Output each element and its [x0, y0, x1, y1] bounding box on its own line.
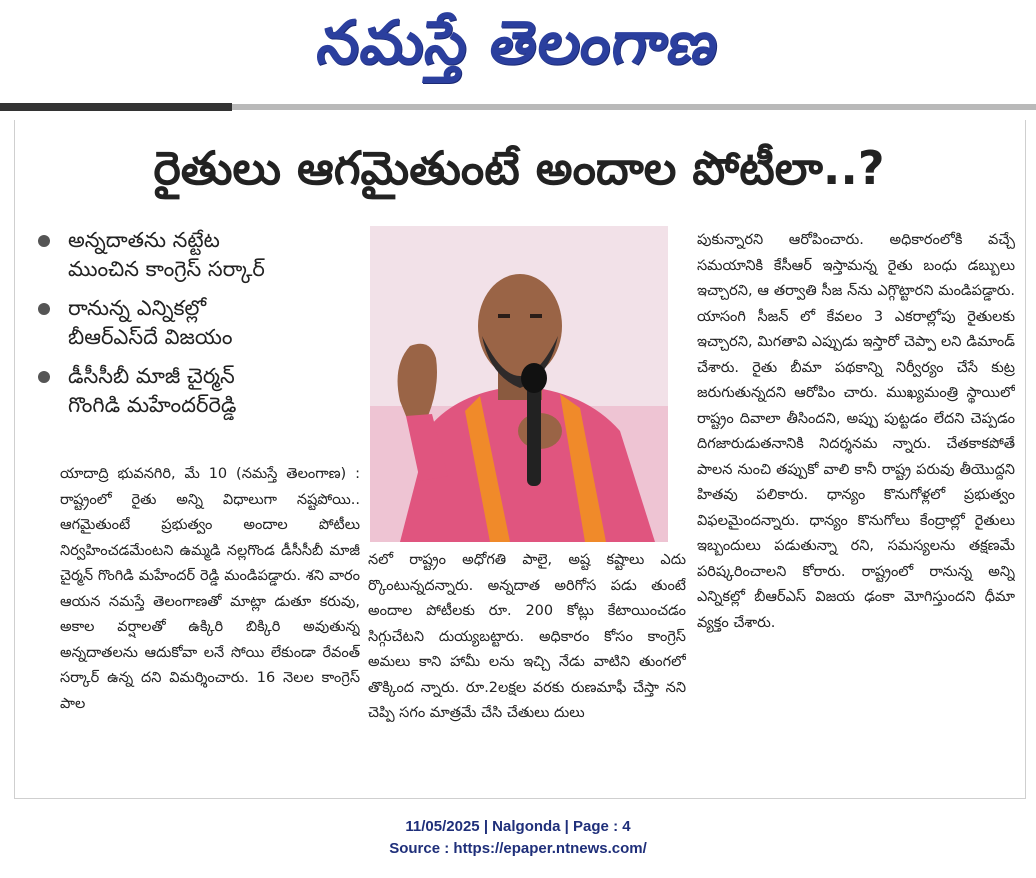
- footer-date-edition: 11/05/2025 | Nalgonda | Page : 4: [405, 818, 631, 835]
- speaker-photo: [370, 226, 668, 542]
- highlight-item: [36, 294, 356, 352]
- highlight-line: ముంచిన కాంగ్రెస్ సర్కార్: [68, 257, 265, 281]
- article-column-2: నలో రాష్ట్రం అధోగతి పాలై, అష్ట కష్టాలు ఎదు ర్కొంటున్నదన్నారు. అన్నదాత అరిగోస పడు తుంటే అందాల పోటీలకు రూ. 200 కోట్లు కేటాయించడం సిగ్గుచేటని దుయ్యబట్టారు. అధికారం కోసం కాంగ్రెస్ అమలు కాని హామీ లను ఇచ్చి నేడు వాటిని తుంగలో తొక్కింద న్నారు. రూ.2లక్షల వరకు రుణమాఫీ చేస్తా నని చెప్పి సగం మాత్రమే చేసి చేతులు దులు: [368, 552, 686, 721]
- footer: [0, 816, 1036, 860]
- bullet-icon: [38, 235, 50, 247]
- highlight-line: గొంగిడి మహేందర్‌రెడ్డి: [68, 393, 237, 417]
- bullet-icon: [38, 303, 50, 315]
- masthead-rule-accent: [0, 103, 232, 111]
- headline: రైతులు ఆగమైతుంటే అందాల పోటీలా..?: [153, 141, 885, 195]
- highlights-list: [36, 226, 356, 430]
- article-column-3: పుకున్నారని ఆరోపించారు. అధికారంలోకి వచ్చే సమయానికి కేసీఆర్ ఇస్తామన్న రైతు బంధు డబ్బులు ఇచ్చారని, ఆ తర్వాతి సీజ న్‌ను ఎగ్గొట్టారని మండిపడ్డారు. యాసంగి సీజన్ లో కేవలం 3 ఎకరాల్లోపు రైతులకు ఇచ్చారని, మిగతావి ఎప్పుడు ఇస్తారో చెప్పా లని డిమాండ్ చేశారు. రైతు బీమా పథకాన్ని నిర్వీర్యం చేసే కుట్ర జరుగుతున్నదని ఆరోపిం చారు. ముఖ్యమంత్రి స్థాయిలో రాష్ట్రం దివాలా తీసిందని, అప్పు పుట్టడం లేదని చెప్పడం దిగజారుడుతనానికి నిదర్శనమ న్నారు. చేతకాకపోతే పాలన నుంచి తప్పుకో వాలి కానీ రాష్ట్ర పరువు తీయొద్దని హితవు పలికారు. ధాన్యం కొనుగోళ్లలో ప్రభుత్వం విఫలమైందన్నారు. ధాన్యం కొనుగోలు కేంద్రాల్లో రైతులు ఇబ్బందులు పడుతున్నా రని, సమస్యలను తక్షణమే పరిష్కరించాలని కోరారు. రాష్ట్రంలో రానున్న అన్ని ఎన్నికల్లో బీఆర్ఎస్ విజయ ఢంకా మోగిస్తుందని ధీమా వ్యక్తం చేశారు.: [697, 232, 1015, 631]
- highlight-item: [36, 226, 356, 284]
- masthead-logo: నమస్తే తెలంగాణ: [313, 8, 725, 78]
- footer-source-link[interactable]: Source : https://epaper.ntnews.com/: [389, 840, 647, 857]
- highlight-line: డీసీసీబీ మాజీ చైర్మన్: [68, 364, 235, 388]
- highlight-item: [36, 362, 356, 420]
- speaker-illustration: [370, 226, 668, 542]
- highlight-line: రానున్న ఎన్నికల్లో: [68, 296, 207, 320]
- bullet-icon: [38, 371, 50, 383]
- masthead: [0, 0, 1036, 100]
- highlight-line: బీఆర్ఎస్‌దే విజయం: [68, 325, 233, 349]
- article-column-1: యాదాద్రి భువనగిరి, మే 10 (నమస్తే తెలంగాణ) : రాష్ట్రంలో రైతు అన్ని విధాలుగా నష్టపోయి.. ఆగమైతుంటే ప్రభుత్వం అందాల పోటీలు నిర్వహించడమేంటని ఉమ్మడి నల్లగొండ డీసీసీబీ మాజీ చైర్మన్ గొంగిడి మహేందర్ రెడ్డి మండిపడ్డారు. శని వారం ఆయన నమస్తే తెలంగాణతో మాట్లా డుతూ కరువు, అకాల వర్షాలతో ఉక్కిరి బిక్కిరి అవుతున్న అన్నదాతలను ఆదుకోవా లనే సోయి లేకుండా రేవంత్ సర్కార్ ఉన్న దని విమర్శించారు. 16 నెలల కాంగ్రెస్ పాల: [60, 466, 360, 712]
- highlight-line: అన్నదాతను నట్టేట: [68, 228, 220, 252]
